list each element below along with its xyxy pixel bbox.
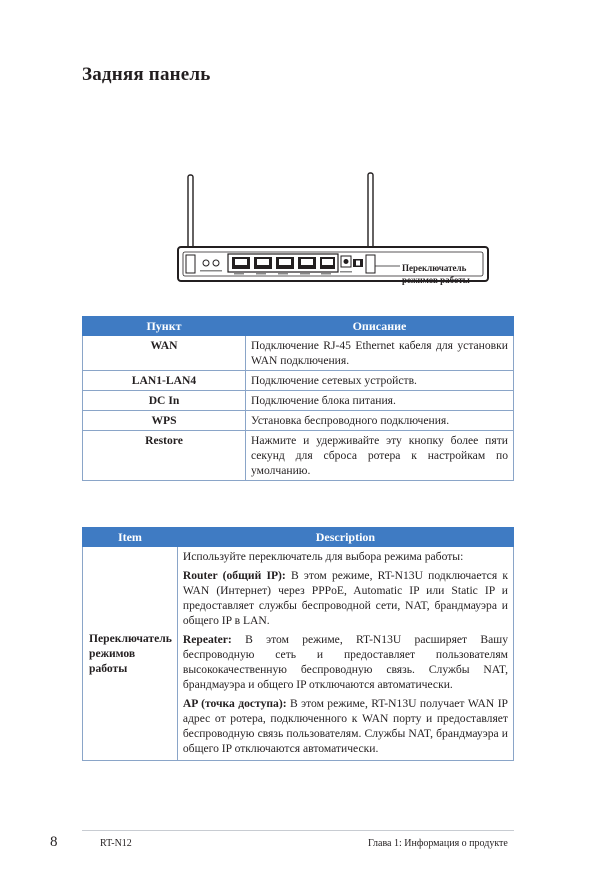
mode-ap <box>183 696 508 756</box>
mode-switch-table <box>82 527 514 761</box>
mode-label: Repeater: <box>182 633 232 646</box>
footer-model: RT-N12 <box>100 838 132 849</box>
row-item: WAN <box>83 336 246 371</box>
mode-router <box>183 568 508 628</box>
mode-label: AP (точка доступа): <box>182 697 287 710</box>
table-row <box>83 336 514 371</box>
table-header-row <box>83 317 514 336</box>
callout-line-1: Переключатель <box>402 263 467 273</box>
mode-label: Router (общий IP): <box>182 569 286 582</box>
row-description <box>177 547 513 761</box>
table-row <box>83 431 514 481</box>
row-item: DC In <box>83 391 246 411</box>
footer-chapter: Глава 1: Информация о продукте <box>368 838 508 849</box>
mode-switch-callout <box>402 262 470 286</box>
row-description: Подключение блока питания. <box>246 391 514 411</box>
column-header-item: Item <box>83 528 178 547</box>
row-description: Подключение RJ-45 Ethernet кабеля для установки WAN подключения. <box>246 336 514 371</box>
footer-divider <box>82 830 514 831</box>
table-row <box>83 547 514 761</box>
column-header-item: Пункт <box>83 317 246 336</box>
row-item: Restore <box>83 431 246 481</box>
column-header-description: Описание <box>246 317 514 336</box>
row-description: Установка беспроводного подключения. <box>246 411 514 431</box>
row-description: Нажмите и удерживайте эту кнопку более пяти секунд для сброса ротера к настройкам по умолчанию. <box>246 431 514 481</box>
row-item: LAN1-LAN4 <box>83 371 246 391</box>
mode-text: В этом режиме, RT-N13U подключается к WAN (Интернет) через PPPoE, Automatic IP или Static IP и предоставляет службы беспроводной сети, NAT, брандмауэра и общего IP в LAN. <box>182 569 508 627</box>
table-row <box>83 371 514 391</box>
page-number: 8 <box>50 834 58 850</box>
table-row <box>83 391 514 411</box>
mode-intro: Используйте переключатель для выбора режима работы: <box>182 550 464 563</box>
table-header-row <box>83 528 514 547</box>
row-item: Переключатель режимов работы <box>83 547 178 761</box>
callout-line-2: режимов работы <box>402 275 470 285</box>
column-header-description: Description <box>177 528 513 547</box>
mode-repeater <box>183 632 508 692</box>
mode-text: В этом режиме, RT-N13U получает WAN IP адрес от ротера, подключенного к WAN порту и предоставляет беспроводную связь пользователям. Службы NAT, брандмауэра и общего IP отключаются автоматически. <box>182 697 509 755</box>
table-row <box>83 411 514 431</box>
row-description: Подключение сетевых устройств. <box>246 371 514 391</box>
mode-text: В этом режиме, RT-N13U расширяет Вашу беспроводную сеть и предоставляет пользователям высококачественную беспроводную связь. Службы NAT, брандмауэра и общего IP отключаются автоматически. <box>182 633 508 691</box>
row-item: WPS <box>83 411 246 431</box>
rear-panel-table <box>82 316 514 481</box>
section-title: Задняя панель <box>82 64 211 85</box>
